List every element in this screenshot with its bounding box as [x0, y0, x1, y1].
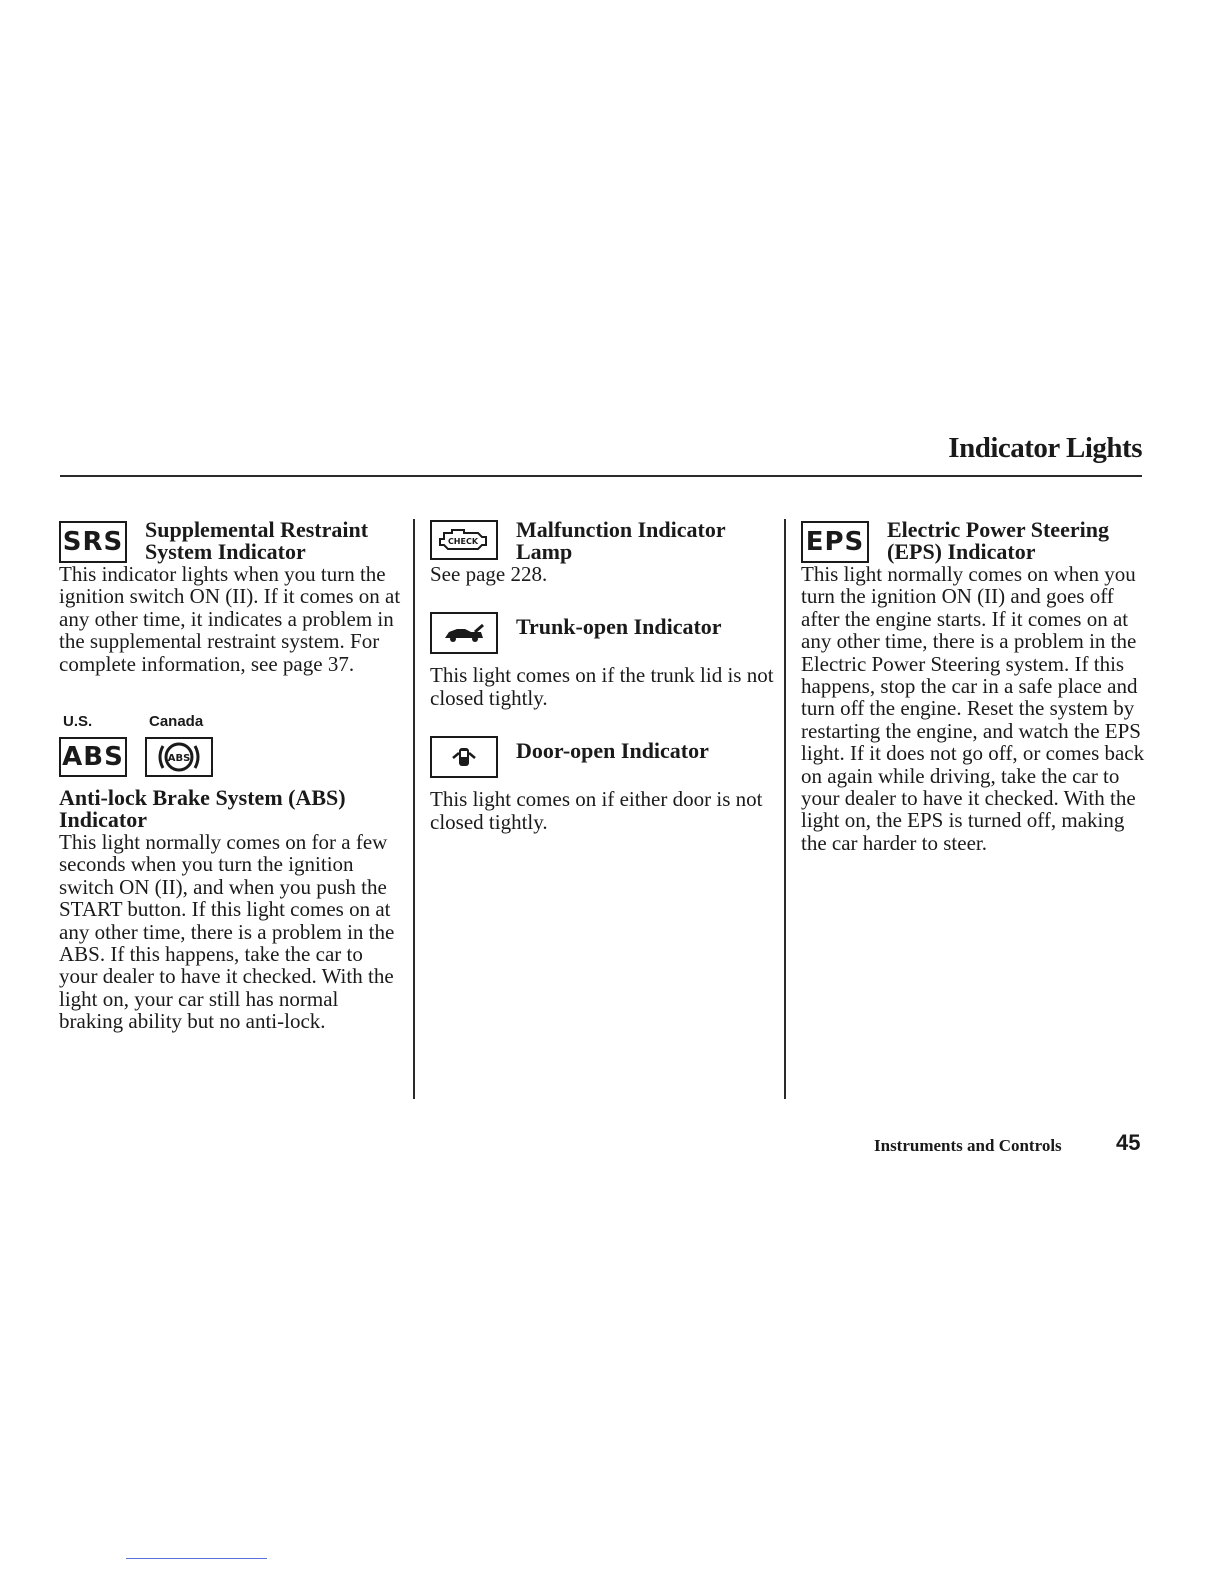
trunk-title: Trunk-open Indicator: [516, 614, 722, 640]
srs-badge-icon: [59, 521, 127, 563]
abs-circle-graphic: [155, 740, 203, 774]
footer-section-name: Instruments and Controls: [874, 1136, 1062, 1155]
column-left: [59, 516, 404, 1033]
eps-entry-header: [801, 516, 1146, 563]
mil-title: Malfunction Indicator Lamp: [516, 517, 726, 564]
eps-badge-text: EPS: [805, 527, 865, 557]
eps-badge-icon: [801, 521, 869, 563]
eps-title: Electric Power Steering (EPS) Indicator: [887, 517, 1109, 564]
abs-badges: [59, 733, 404, 777]
section-title: Indicator Lights: [948, 432, 1142, 464]
column-divider: [413, 519, 415, 1099]
abs-canada-badge-text: ABS: [167, 753, 191, 765]
abs-label-us: U.S.: [63, 713, 93, 731]
check-engine-icon: [430, 520, 498, 560]
abs-us-badge-icon: [59, 737, 127, 777]
door-body: This light comes on if either door is not closed tightly.: [430, 787, 763, 834]
trunk-open-graphic: [439, 618, 489, 648]
abs-circle-icon: [145, 737, 213, 777]
srs-title: Supplemental Restraint System Indicator: [145, 517, 369, 564]
abs-us-badge-text: ABS: [62, 742, 124, 773]
door-open-graphic: [444, 742, 484, 772]
abs-body: This light normally comes on for a few seconds when you turn the ignition switch ON (II), and when you push the START button. If this light comes on at any other time, there is a problem in the ABS. If this happens, take the car to your dealer to have it checked. With the light on, your car still has normal braking ability but no anti-lock.: [59, 830, 395, 1034]
door-entry-header: [430, 731, 775, 778]
srs-badge-text: SRS: [62, 527, 124, 557]
srs-entry-header: [59, 516, 404, 563]
column-divider: [784, 519, 786, 1099]
trunk-entry-header: [430, 607, 775, 654]
bottom-line: [126, 1558, 267, 1559]
column-middle: [430, 516, 775, 833]
mil-entry-header: [430, 516, 775, 563]
door-title: Door-open Indicator: [516, 738, 709, 764]
mil-body: See page 228.: [430, 562, 548, 586]
trunk-open-icon: [430, 612, 498, 654]
srs-body: This indicator lights when you turn the ignition switch ON (II). If it comes on at any other time, it indicates a problem in the supplemental restraint system. For complete information, see page 37.: [59, 562, 401, 676]
abs-label-canada: Canada: [149, 713, 204, 731]
header-rule: [60, 475, 1142, 477]
door-open-icon: [430, 736, 498, 778]
check-engine-graphic: [434, 525, 494, 555]
trunk-body: This light comes on if the trunk lid is not closed tightly.: [430, 663, 774, 710]
abs-region-labels: [59, 713, 404, 730]
eps-body: This light normally comes on when you turn the ignition ON (II) and goes off after the engine starts. If it comes on at any other time, there is a problem in the Electric Power Steering system. If this happens, stop the car in a safe place and turn off the engine. Reset the system by restarting the engine, and watch the EPS light. If it does not go off, or comes back on again while driving, take the car to your dealer to have it checked. With the light on, the EPS is turned off, making the car harder to steer.: [801, 562, 1145, 855]
page-number: 45: [1116, 1130, 1141, 1155]
column-right: [801, 516, 1146, 854]
abs-title: Anti-lock Brake System (ABS) Indicator: [59, 785, 346, 833]
check-icon-text: CHECK: [447, 537, 479, 546]
